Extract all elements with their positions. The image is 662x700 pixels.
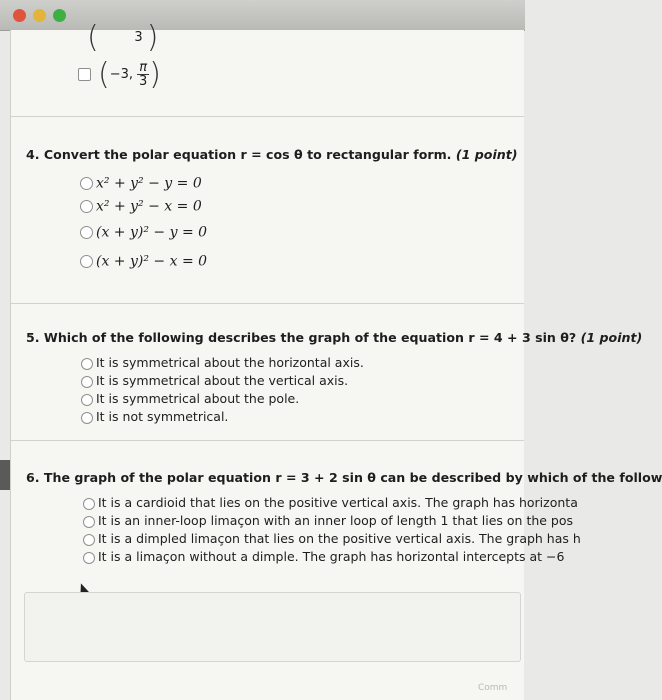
question-5-option-b[interactable]: It is symmetrical about the vertical axis. [81, 373, 348, 388]
option-checkbox[interactable] [78, 68, 91, 81]
question-6-title: 6. The graph of the polar equation r = 3 + 2 sin θ can be described by which of the follow [26, 470, 662, 485]
divider [11, 303, 524, 304]
minimize-window-icon[interactable] [33, 9, 46, 22]
question-4-option-d[interactable]: (x + y)² − x = 0 [80, 253, 207, 270]
window-titlebar [0, 0, 525, 31]
radio-button[interactable] [81, 412, 93, 424]
radio-button[interactable] [83, 498, 95, 510]
radio-button[interactable] [80, 177, 93, 190]
point-r-value: −3, [109, 67, 133, 82]
question-6-option-b[interactable]: It is an inner-loop limaçon with an inner loop of length 1 that lies on the pos [83, 513, 573, 528]
question-5-option-c[interactable]: It is symmetrical about the pole. [81, 391, 299, 406]
radio-button[interactable] [83, 552, 95, 564]
divider [11, 440, 524, 441]
question-4-title: 4. Convert the polar equation r = cos θ to rectangular form. (1 point) [26, 147, 518, 162]
question-4-option-a[interactable]: x² + y² − y = 0 [80, 175, 202, 192]
question-6-option-d[interactable]: It is a limaçon without a dimple. The graph has horizontal intercepts at −6 [83, 549, 564, 564]
left-edge-marker [0, 460, 10, 490]
top-option-point[interactable]: (−3, $\frac{\pi}{3}$ ) [78, 57, 161, 92]
zoom-window-icon[interactable] [53, 9, 66, 22]
angle-fraction: $\frac{\pi}{3}$ [138, 60, 148, 89]
question-4-option-b[interactable]: x² + y² − x = 0 [80, 198, 202, 215]
question-5-option-a[interactable]: It is symmetrical about the horizontal axis. [81, 355, 364, 370]
question-4-option-c[interactable]: (x + y)² − y = 0 [80, 224, 207, 241]
question-6-option-c[interactable]: It is a dimpled limaçon that lies on the positive vertical axis. The graph has h [83, 531, 581, 546]
comment-textarea[interactable] [24, 592, 521, 662]
radio-button[interactable] [81, 394, 93, 406]
corner-label: Comm [478, 683, 508, 693]
top-option-partial: ( 3 ) [87, 20, 159, 55]
radio-button[interactable] [80, 200, 93, 213]
radio-button[interactable] [81, 358, 93, 370]
divider [11, 116, 524, 117]
question-5-title: 5. Which of the following describes the graph of the equation r = 4 + 3 sin θ? (1 point) [26, 330, 643, 345]
radio-button[interactable] [80, 255, 93, 268]
radio-button[interactable] [83, 534, 95, 546]
radio-button[interactable] [83, 516, 95, 528]
question-5-option-d[interactable]: It is not symmetrical. [81, 409, 228, 424]
radio-button[interactable] [80, 226, 93, 239]
question-6-option-a[interactable]: It is a cardioid that lies on the positive vertical axis. The graph has horizonta [83, 495, 578, 510]
radio-button[interactable] [81, 376, 93, 388]
close-window-icon[interactable] [13, 9, 26, 22]
